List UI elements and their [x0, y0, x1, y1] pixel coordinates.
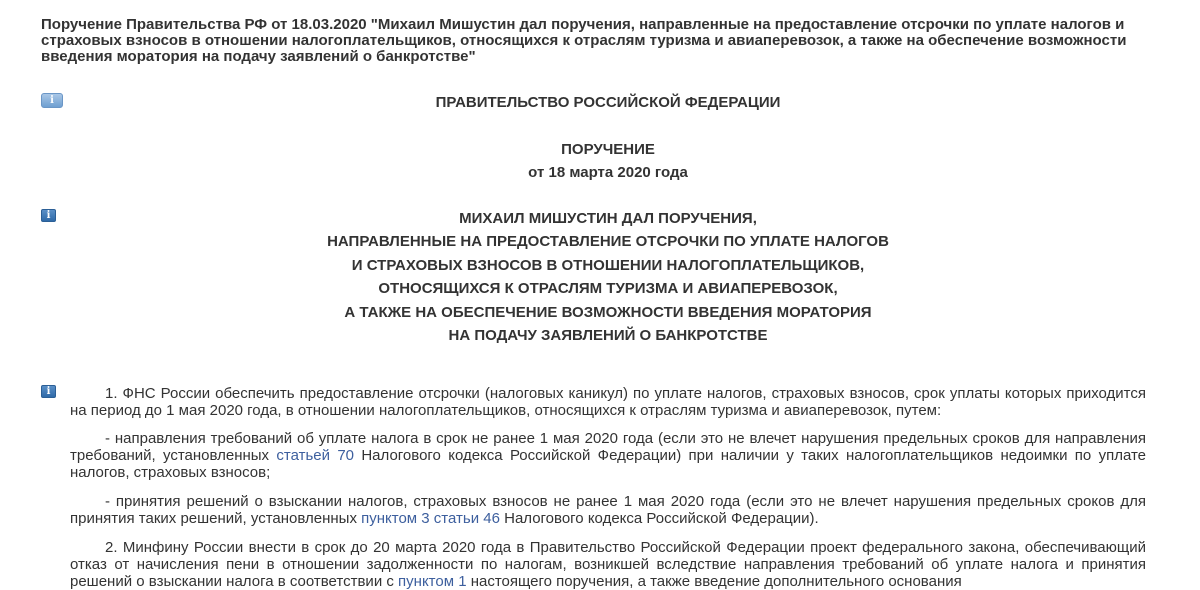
article-70-link[interactable]: статьей 70 [276, 447, 355, 464]
paragraph-4 [70, 539, 1146, 590]
heading-line: МИХАИЛ МИШУСТИН ДАЛ ПОРУЧЕНИЯ, [459, 210, 757, 227]
paragraph-text: - принятия решений о взыскании налогов, страховых взносов не ранее 1 мая 2020 года (если это не влечет нарушения предельных сроков для принятия таких решений, установленных [70, 493, 1146, 527]
info-icon[interactable]: i [41, 93, 63, 108]
document-title: Поручение Правительства РФ от 18.03.2020 "Михаил Мишустин дал поручения, направленные на предоставление отсрочки по уплате налогов и страховых взносов в отношении налогоплательщиков, относящихся к отраслям туризма и авиаперевозок, а также на обеспечение возможности введения моратория на подачу заявлений о банкротстве" [41, 16, 1127, 65]
heading-line: И СТРАХОВЫХ ВЗНОСОВ В ОТНОШЕНИИ НАЛОГОПЛАТЕЛЬЩИКОВ, [351, 257, 865, 274]
document-type: ПОРУЧЕНИЕ [561, 141, 655, 158]
point-1-link[interactable]: пунктом 1 [398, 573, 467, 590]
paragraph-2 [70, 430, 1146, 481]
heading-line: А ТАКЖЕ НА ОБЕСПЕЧЕНИЕ ВОЗМОЖНОСТИ ВВЕДЕНИЯ МОРАТОРИЯ [344, 304, 872, 321]
paragraph-text: Налогового кодекса Российской Федерации). [499, 510, 819, 527]
info-icon[interactable]: i [41, 209, 56, 222]
issuer-heading: ПРАВИТЕЛЬСТВО РОССИЙСКОЙ ФЕДЕРАЦИИ [435, 94, 781, 111]
paragraph-3 [70, 493, 1146, 527]
document-date: от 18 марта 2020 года [528, 164, 688, 181]
paragraph-text: 2. Минфину России внести в срок до 20 марта 2020 года в Правительство Российской Федерации проект федерального закона, обеспечивающий отказ от начисления пени в отношении задолженности по налогам, возникшей вследствие направления требований об уплате налога и принятия решений о взыскании налога в соответствии с [70, 539, 1146, 590]
heading-line: ОТНОСЯЩИХСЯ К ОТРАСЛЯМ ТУРИЗМА И АВИАПЕРЕВОЗОК, [378, 280, 838, 297]
info-icon[interactable]: i [41, 385, 56, 398]
paragraph-1: 1. ФНС России обеспечить предоставление отсрочки (налоговых каникул) по уплате налогов, страховых взносов, срок уплаты которых приходится на период до 1 мая 2020 года, в отношении налогоплательщиков, относящихся к отраслям туризма и авиаперевозок, путем: [70, 385, 1146, 419]
paragraph-text: Налогового кодекса Российской Федерации) при наличии у таких налогоплательщиков недоимки по уплате налогов, страховых взносов; [70, 447, 1147, 481]
heading-line: НАПРАВЛЕННЫЕ НА ПРЕДОСТАВЛЕНИЕ ОТСРОЧКИ ПО УПЛАТЕ НАЛОГОВ [327, 233, 889, 250]
heading-line: НА ПОДАЧУ ЗАЯВЛЕНИЙ О БАНКРОТСТВЕ [448, 327, 768, 344]
paragraph-text: настоящего поручения, а также введение дополнительного основания [466, 573, 962, 590]
article-46-link[interactable]: пунктом 3 статьи 46 [361, 510, 500, 527]
paragraph-text: - направления требований об уплате налога в срок не ранее 1 мая 2020 года (если это не влечет нарушения предельных сроков для направления требований, установленных [70, 430, 1146, 464]
